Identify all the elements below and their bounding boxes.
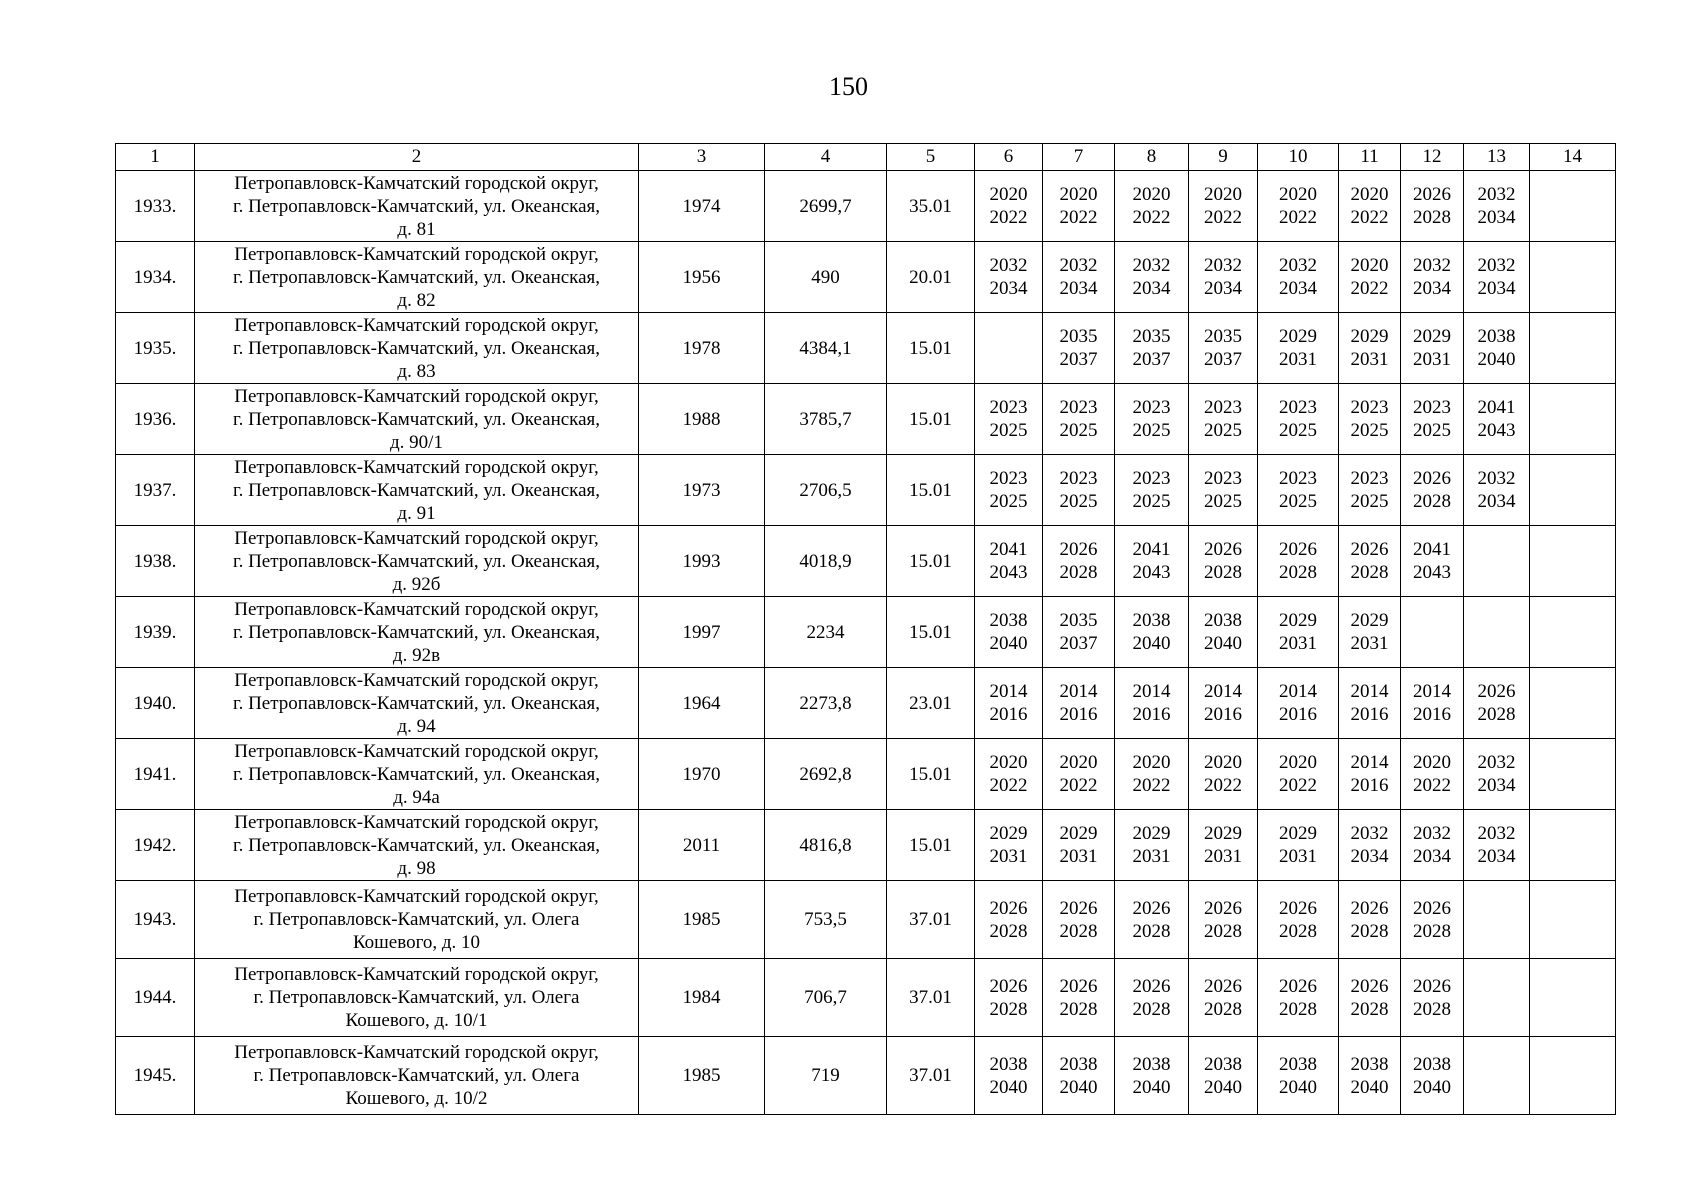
address-cell: Петропавловск-Камчатский городской округ, г. Петропавловск-Камчатский, ул. Океанская, д. 94а bbox=[195, 739, 639, 810]
table-row bbox=[116, 1037, 1616, 1115]
col11-years-cell: 2020 2022 bbox=[1339, 242, 1401, 313]
col9-years-cell: 2020 2022 bbox=[1189, 739, 1258, 810]
col8-years-cell: 2038 2040 bbox=[1115, 1037, 1189, 1115]
col12-years-cell: 2038 2040 bbox=[1401, 1037, 1464, 1115]
col12-years-cell: 2026 2028 bbox=[1401, 881, 1464, 959]
year-built-cell: 1956 bbox=[639, 242, 765, 313]
area-cell: 706,7 bbox=[765, 959, 887, 1037]
col6-years-cell: 2014 2016 bbox=[975, 668, 1043, 739]
col10-years-cell: 2029 2031 bbox=[1258, 313, 1339, 384]
col6-years-cell: 2020 2022 bbox=[975, 739, 1043, 810]
header-cell: 2 bbox=[195, 144, 639, 171]
table-row bbox=[116, 313, 1616, 384]
row-number-cell: 1934. bbox=[116, 242, 195, 313]
area-cell: 2273,8 bbox=[765, 668, 887, 739]
row-number-cell: 1939. bbox=[116, 597, 195, 668]
housing-register-table bbox=[115, 143, 1616, 1115]
col11-years-cell: 2038 2040 bbox=[1339, 1037, 1401, 1115]
col8-years-cell: 2020 2022 bbox=[1115, 739, 1189, 810]
header-cell: 9 bbox=[1189, 144, 1258, 171]
header-cell: 7 bbox=[1043, 144, 1115, 171]
header-cell: 4 bbox=[765, 144, 887, 171]
col11-years-cell: 2032 2034 bbox=[1339, 810, 1401, 881]
col12-years-cell: 2014 2016 bbox=[1401, 668, 1464, 739]
col13-years-cell bbox=[1464, 881, 1530, 959]
col10-years-cell: 2020 2022 bbox=[1258, 171, 1339, 242]
code-cell: 15.01 bbox=[887, 455, 975, 526]
table-row bbox=[116, 668, 1616, 739]
area-cell: 2699,7 bbox=[765, 171, 887, 242]
table-row bbox=[116, 739, 1616, 810]
col12-years-cell: 2026 2028 bbox=[1401, 171, 1464, 242]
header-cell: 13 bbox=[1464, 144, 1530, 171]
col6-years-cell: 2041 2043 bbox=[975, 526, 1043, 597]
row-number-cell: 1944. bbox=[116, 959, 195, 1037]
col14-cell bbox=[1530, 597, 1616, 668]
address-cell: Петропавловск-Камчатский городской округ, г. Петропавловск-Камчатский, ул. Олега Кошевого, д. 10/1 bbox=[195, 959, 639, 1037]
header-cell: 6 bbox=[975, 144, 1043, 171]
area-cell: 4384,1 bbox=[765, 313, 887, 384]
col11-years-cell: 2026 2028 bbox=[1339, 526, 1401, 597]
address-cell: Петропавловск-Камчатский городской округ, г. Петропавловск-Камчатский, ул. Океанская, д. 98 bbox=[195, 810, 639, 881]
address-cell: Петропавловск-Камчатский городской округ, г. Петропавловск-Камчатский, ул. Океанская, д. 94 bbox=[195, 668, 639, 739]
year-built-cell: 1985 bbox=[639, 1037, 765, 1115]
code-cell: 15.01 bbox=[887, 597, 975, 668]
table-row bbox=[116, 242, 1616, 313]
header-cell: 11 bbox=[1339, 144, 1401, 171]
address-cell: Петропавловск-Камчатский городской округ, г. Петропавловск-Камчатский, ул. Океанская, д. 82 bbox=[195, 242, 639, 313]
col11-years-cell: 2023 2025 bbox=[1339, 455, 1401, 526]
col9-years-cell: 2026 2028 bbox=[1189, 526, 1258, 597]
col14-cell bbox=[1530, 881, 1616, 959]
col6-years-cell: 2029 2031 bbox=[975, 810, 1043, 881]
year-built-cell: 1973 bbox=[639, 455, 765, 526]
area-cell: 4816,8 bbox=[765, 810, 887, 881]
column-number-header-row bbox=[116, 144, 1616, 171]
col8-years-cell: 2023 2025 bbox=[1115, 455, 1189, 526]
col6-years-cell: 2020 2022 bbox=[975, 171, 1043, 242]
col11-years-cell: 2026 2028 bbox=[1339, 881, 1401, 959]
col9-years-cell: 2038 2040 bbox=[1189, 597, 1258, 668]
col14-cell bbox=[1530, 810, 1616, 881]
year-built-cell: 1978 bbox=[639, 313, 765, 384]
col14-cell bbox=[1530, 242, 1616, 313]
col12-years-cell bbox=[1401, 597, 1464, 668]
table-row bbox=[116, 881, 1616, 959]
col8-years-cell: 2020 2022 bbox=[1115, 171, 1189, 242]
area-cell: 4018,9 bbox=[765, 526, 887, 597]
col11-years-cell: 2029 2031 bbox=[1339, 597, 1401, 668]
col7-years-cell: 2038 2040 bbox=[1043, 1037, 1115, 1115]
col8-years-cell: 2038 2040 bbox=[1115, 597, 1189, 668]
col13-years-cell: 2038 2040 bbox=[1464, 313, 1530, 384]
row-number-cell: 1938. bbox=[116, 526, 195, 597]
year-built-cell: 2011 bbox=[639, 810, 765, 881]
col11-years-cell: 2029 2031 bbox=[1339, 313, 1401, 384]
row-number-cell: 1942. bbox=[116, 810, 195, 881]
table-row bbox=[116, 810, 1616, 881]
col8-years-cell: 2014 2016 bbox=[1115, 668, 1189, 739]
year-built-cell: 1970 bbox=[639, 739, 765, 810]
col7-years-cell: 2026 2028 bbox=[1043, 959, 1115, 1037]
col6-years-cell: 2026 2028 bbox=[975, 881, 1043, 959]
col9-years-cell: 2038 2040 bbox=[1189, 1037, 1258, 1115]
code-cell: 35.01 bbox=[887, 171, 975, 242]
address-cell: Петропавловск-Камчатский городской округ, г. Петропавловск-Камчатский, ул. Океанская, д. 81 bbox=[195, 171, 639, 242]
area-cell: 490 bbox=[765, 242, 887, 313]
col14-cell bbox=[1530, 313, 1616, 384]
year-built-cell: 1997 bbox=[639, 597, 765, 668]
table-row bbox=[116, 526, 1616, 597]
area-cell: 2692,8 bbox=[765, 739, 887, 810]
row-number-cell: 1945. bbox=[116, 1037, 195, 1115]
col8-years-cell: 2041 2043 bbox=[1115, 526, 1189, 597]
col13-years-cell: 2032 2034 bbox=[1464, 242, 1530, 313]
col10-years-cell: 2029 2031 bbox=[1258, 810, 1339, 881]
col13-years-cell bbox=[1464, 1037, 1530, 1115]
col14-cell bbox=[1530, 1037, 1616, 1115]
col14-cell bbox=[1530, 959, 1616, 1037]
col12-years-cell: 2032 2034 bbox=[1401, 242, 1464, 313]
col8-years-cell: 2032 2034 bbox=[1115, 242, 1189, 313]
col7-years-cell: 2032 2034 bbox=[1043, 242, 1115, 313]
col9-years-cell: 2035 2037 bbox=[1189, 313, 1258, 384]
col14-cell bbox=[1530, 739, 1616, 810]
col10-years-cell: 2023 2025 bbox=[1258, 384, 1339, 455]
header-cell: 14 bbox=[1530, 144, 1616, 171]
header-cell: 8 bbox=[1115, 144, 1189, 171]
col9-years-cell: 2026 2028 bbox=[1189, 881, 1258, 959]
table-row bbox=[116, 384, 1616, 455]
col9-years-cell: 2023 2025 bbox=[1189, 455, 1258, 526]
col13-years-cell: 2041 2043 bbox=[1464, 384, 1530, 455]
col11-years-cell: 2023 2025 bbox=[1339, 384, 1401, 455]
col9-years-cell: 2020 2022 bbox=[1189, 171, 1258, 242]
code-cell: 15.01 bbox=[887, 313, 975, 384]
col6-years-cell: 2038 2040 bbox=[975, 1037, 1043, 1115]
col8-years-cell: 2026 2028 bbox=[1115, 959, 1189, 1037]
col9-years-cell: 2026 2028 bbox=[1189, 959, 1258, 1037]
col6-years-cell: 2026 2028 bbox=[975, 959, 1043, 1037]
area-cell: 719 bbox=[765, 1037, 887, 1115]
col13-years-cell: 2032 2034 bbox=[1464, 739, 1530, 810]
col11-years-cell: 2026 2028 bbox=[1339, 959, 1401, 1037]
col7-years-cell: 2026 2028 bbox=[1043, 526, 1115, 597]
row-number-cell: 1935. bbox=[116, 313, 195, 384]
col8-years-cell: 2035 2037 bbox=[1115, 313, 1189, 384]
col7-years-cell: 2026 2028 bbox=[1043, 881, 1115, 959]
header-cell: 12 bbox=[1401, 144, 1464, 171]
col14-cell bbox=[1530, 455, 1616, 526]
col10-years-cell: 2026 2028 bbox=[1258, 881, 1339, 959]
area-cell: 2234 bbox=[765, 597, 887, 668]
row-number-cell: 1936. bbox=[116, 384, 195, 455]
year-built-cell: 1974 bbox=[639, 171, 765, 242]
col9-years-cell: 2014 2016 bbox=[1189, 668, 1258, 739]
address-cell: Петропавловск-Камчатский городской округ, г. Петропавловск-Камчатский, ул. Океанская, д. 92б bbox=[195, 526, 639, 597]
year-built-cell: 1985 bbox=[639, 881, 765, 959]
col10-years-cell: 2038 2040 bbox=[1258, 1037, 1339, 1115]
row-number-cell: 1943. bbox=[116, 881, 195, 959]
col9-years-cell: 2032 2034 bbox=[1189, 242, 1258, 313]
col7-years-cell: 2029 2031 bbox=[1043, 810, 1115, 881]
table-row bbox=[116, 171, 1616, 242]
area-cell: 753,5 bbox=[765, 881, 887, 959]
col13-years-cell: 2026 2028 bbox=[1464, 668, 1530, 739]
col12-years-cell: 2032 2034 bbox=[1401, 810, 1464, 881]
col7-years-cell: 2023 2025 bbox=[1043, 384, 1115, 455]
col7-years-cell: 2023 2025 bbox=[1043, 455, 1115, 526]
address-cell: Петропавловск-Камчатский городской округ, г. Петропавловск-Камчатский, ул. Океанская, д. 92в bbox=[195, 597, 639, 668]
year-built-cell: 1993 bbox=[639, 526, 765, 597]
col13-years-cell: 2032 2034 bbox=[1464, 171, 1530, 242]
area-cell: 2706,5 bbox=[765, 455, 887, 526]
col11-years-cell: 2020 2022 bbox=[1339, 171, 1401, 242]
header-cell: 3 bbox=[639, 144, 765, 171]
col7-years-cell: 2020 2022 bbox=[1043, 171, 1115, 242]
col12-years-cell: 2023 2025 bbox=[1401, 384, 1464, 455]
address-cell: Петропавловск-Камчатский городской округ, г. Петропавловск-Камчатский, ул. Океанская, д. 83 bbox=[195, 313, 639, 384]
col11-years-cell: 2014 2016 bbox=[1339, 668, 1401, 739]
col6-years-cell: 2023 2025 bbox=[975, 384, 1043, 455]
col10-years-cell: 2029 2031 bbox=[1258, 597, 1339, 668]
row-number-cell: 1933. bbox=[116, 171, 195, 242]
col13-years-cell bbox=[1464, 526, 1530, 597]
col12-years-cell: 2029 2031 bbox=[1401, 313, 1464, 384]
code-cell: 15.01 bbox=[887, 810, 975, 881]
row-number-cell: 1941. bbox=[116, 739, 195, 810]
col10-years-cell: 2026 2028 bbox=[1258, 526, 1339, 597]
col10-years-cell: 2026 2028 bbox=[1258, 959, 1339, 1037]
col7-years-cell: 2035 2037 bbox=[1043, 597, 1115, 668]
col6-years-cell: 2032 2034 bbox=[975, 242, 1043, 313]
col13-years-cell: 2032 2034 bbox=[1464, 810, 1530, 881]
year-built-cell: 1984 bbox=[639, 959, 765, 1037]
address-cell: Петропавловск-Камчатский городской округ, г. Петропавловск-Камчатский, ул. Океанская, д. 91 bbox=[195, 455, 639, 526]
year-built-cell: 1964 bbox=[639, 668, 765, 739]
code-cell: 15.01 bbox=[887, 526, 975, 597]
col11-years-cell: 2014 2016 bbox=[1339, 739, 1401, 810]
table-row bbox=[116, 455, 1616, 526]
code-cell: 15.01 bbox=[887, 739, 975, 810]
address-cell: Петропавловск-Камчатский городской округ, г. Петропавловск-Камчатский, ул. Океанская, д. 90/1 bbox=[195, 384, 639, 455]
col14-cell bbox=[1530, 171, 1616, 242]
row-number-cell: 1937. bbox=[116, 455, 195, 526]
code-cell: 37.01 bbox=[887, 959, 975, 1037]
col6-years-cell: 2038 2040 bbox=[975, 597, 1043, 668]
col10-years-cell: 2020 2022 bbox=[1258, 739, 1339, 810]
table-row bbox=[116, 597, 1616, 668]
col6-years-cell: 2023 2025 bbox=[975, 455, 1043, 526]
col12-years-cell: 2026 2028 bbox=[1401, 959, 1464, 1037]
col14-cell bbox=[1530, 384, 1616, 455]
area-cell: 3785,7 bbox=[765, 384, 887, 455]
col7-years-cell: 2035 2037 bbox=[1043, 313, 1115, 384]
code-cell: 37.01 bbox=[887, 881, 975, 959]
col14-cell bbox=[1530, 526, 1616, 597]
col8-years-cell: 2026 2028 bbox=[1115, 881, 1189, 959]
col12-years-cell: 2020 2022 bbox=[1401, 739, 1464, 810]
col10-years-cell: 2014 2016 bbox=[1258, 668, 1339, 739]
col13-years-cell bbox=[1464, 959, 1530, 1037]
col8-years-cell: 2029 2031 bbox=[1115, 810, 1189, 881]
row-number-cell: 1940. bbox=[116, 668, 195, 739]
col10-years-cell: 2032 2034 bbox=[1258, 242, 1339, 313]
address-cell: Петропавловск-Камчатский городской округ, г. Петропавловск-Камчатский, ул. Олега Кошевого, д. 10/2 bbox=[195, 1037, 639, 1115]
header-cell: 1 bbox=[116, 144, 195, 171]
address-cell: Петропавловск-Камчатский городской округ, г. Петропавловск-Камчатский, ул. Олега Кошевого, д. 10 bbox=[195, 881, 639, 959]
col7-years-cell: 2014 2016 bbox=[1043, 668, 1115, 739]
year-built-cell: 1988 bbox=[639, 384, 765, 455]
col10-years-cell: 2023 2025 bbox=[1258, 455, 1339, 526]
code-cell: 37.01 bbox=[887, 1037, 975, 1115]
page-number: 150 bbox=[829, 72, 868, 101]
col12-years-cell: 2026 2028 bbox=[1401, 455, 1464, 526]
col13-years-cell bbox=[1464, 597, 1530, 668]
code-cell: 15.01 bbox=[887, 384, 975, 455]
col13-years-cell: 2032 2034 bbox=[1464, 455, 1530, 526]
col6-years-cell bbox=[975, 313, 1043, 384]
table-row bbox=[116, 959, 1616, 1037]
code-cell: 23.01 bbox=[887, 668, 975, 739]
col9-years-cell: 2023 2025 bbox=[1189, 384, 1258, 455]
header-cell: 5 bbox=[887, 144, 975, 171]
code-cell: 20.01 bbox=[887, 242, 975, 313]
col8-years-cell: 2023 2025 bbox=[1115, 384, 1189, 455]
header-cell: 10 bbox=[1258, 144, 1339, 171]
col12-years-cell: 2041 2043 bbox=[1401, 526, 1464, 597]
col14-cell bbox=[1530, 668, 1616, 739]
col7-years-cell: 2020 2022 bbox=[1043, 739, 1115, 810]
col9-years-cell: 2029 2031 bbox=[1189, 810, 1258, 881]
